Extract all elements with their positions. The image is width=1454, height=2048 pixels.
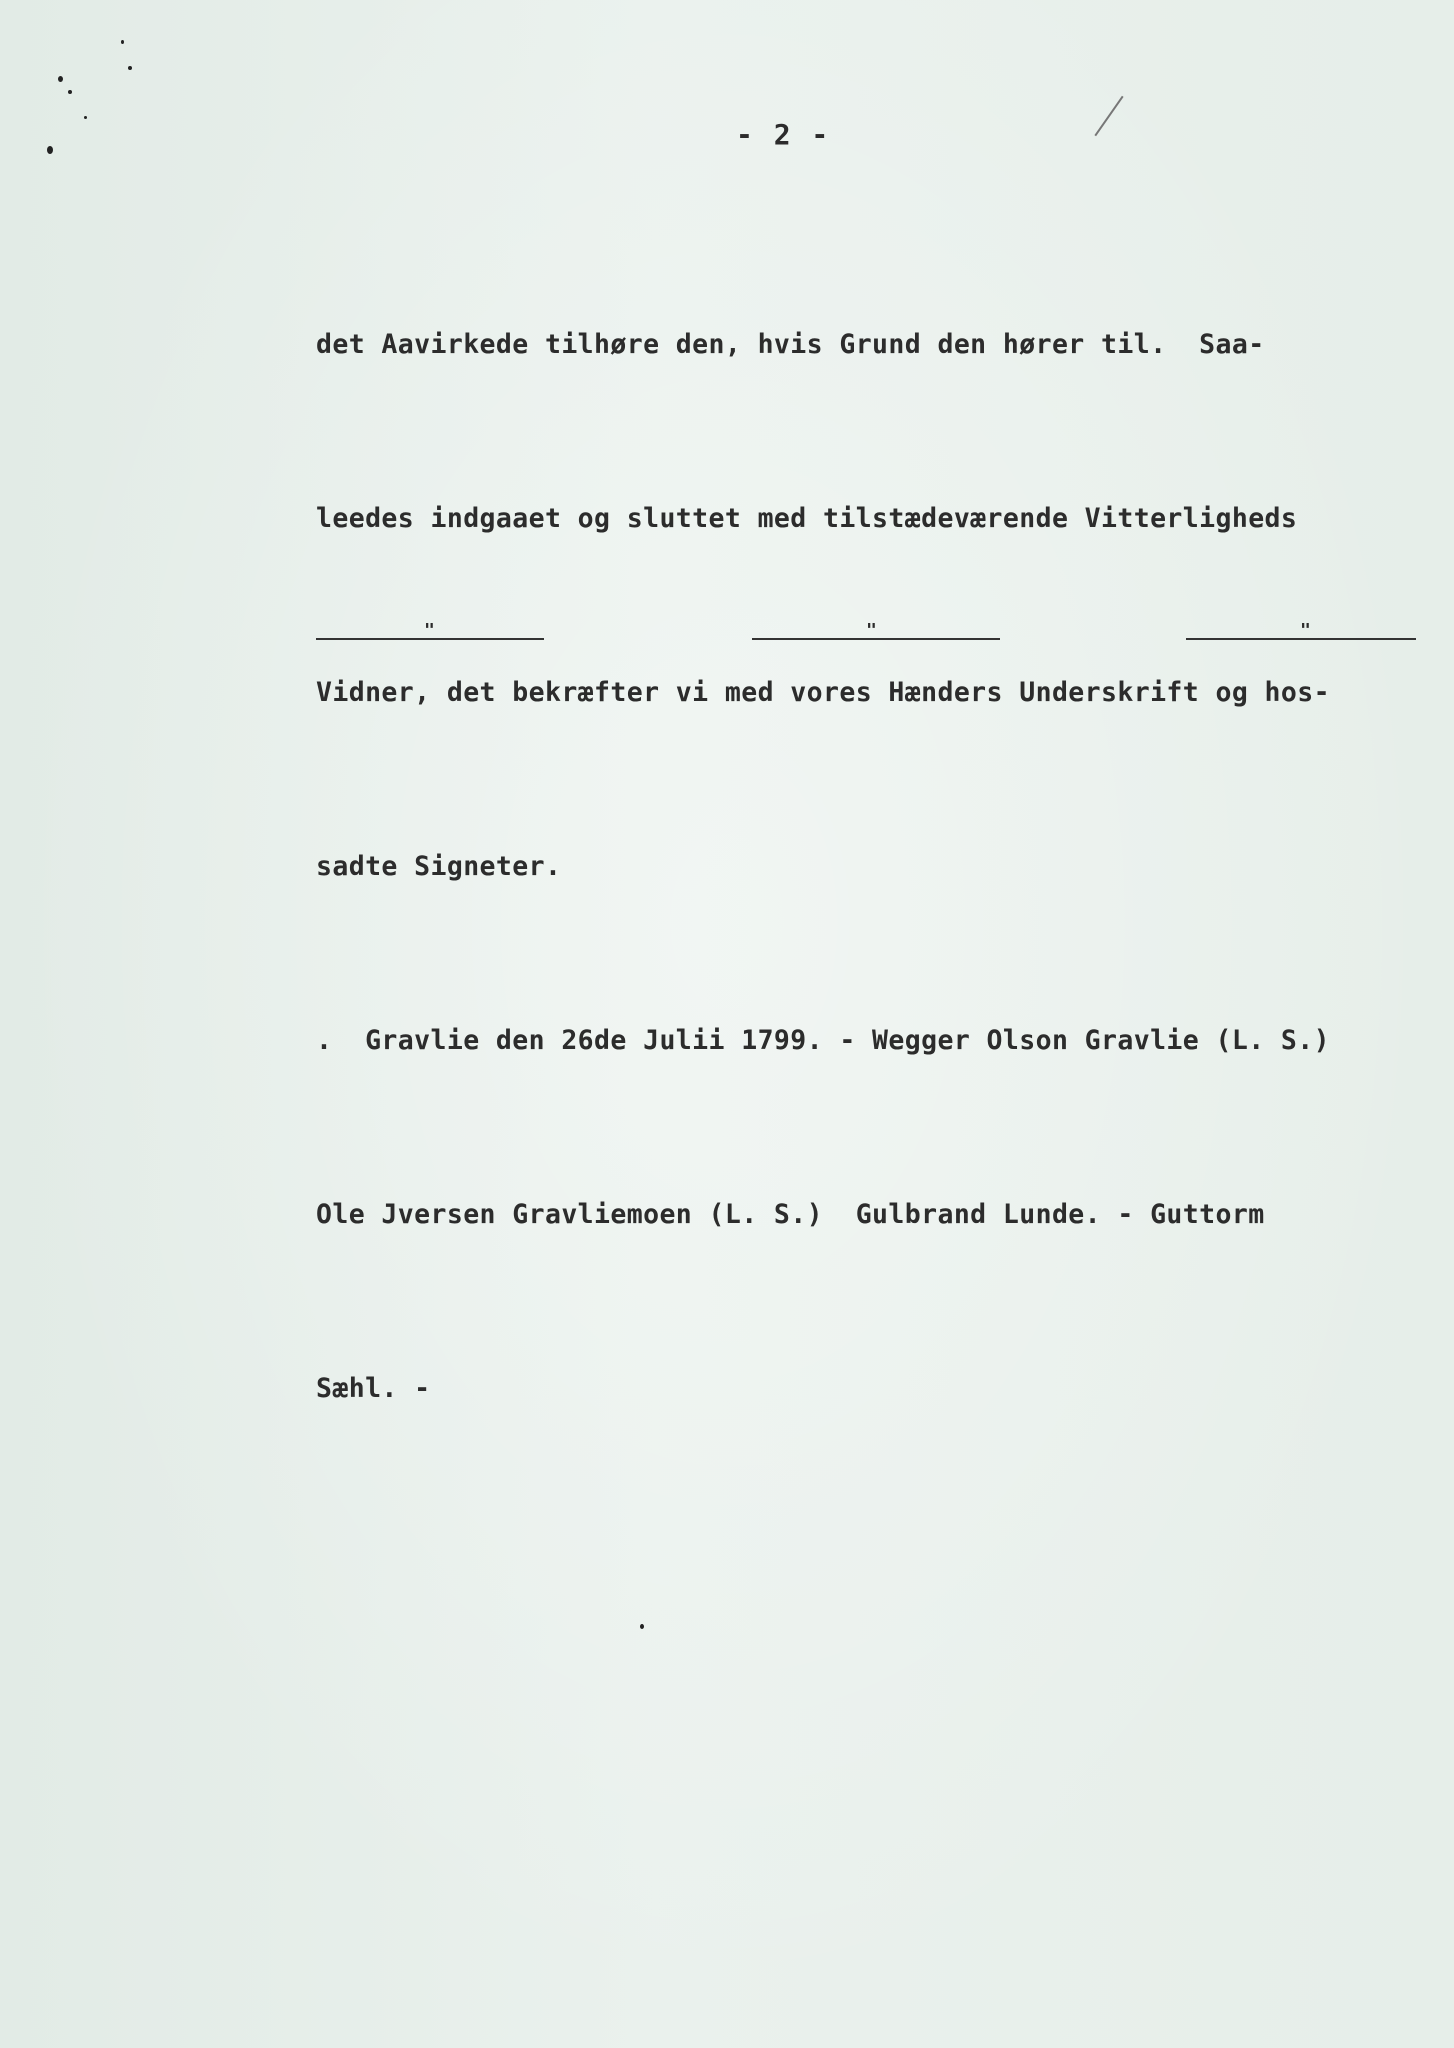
separator-rule-center: [752, 620, 1000, 641]
text-line: leedes indgaaet og sluttet med tilstædeværende Vitterligheds: [316, 503, 1298, 534]
ink-speck: [640, 1624, 644, 1629]
ink-speck: [68, 90, 72, 94]
ink-speck: [84, 116, 87, 119]
page-number: - 2 -: [736, 118, 831, 151]
separator-rule-right: [1186, 620, 1416, 641]
text-line: Sæhl. -: [316, 1373, 431, 1404]
ink-speck: [121, 40, 124, 44]
separator-rule-left: [316, 620, 544, 641]
text-line: Ole Jversen Gravliemoen (L. S.) Gulbrand Lunde. - Guttorm: [316, 1199, 1265, 1230]
text-line: sadte Signeter.: [316, 851, 562, 882]
ink-speck: [58, 76, 63, 82]
ditto-mark: ": [424, 620, 435, 641]
transcription-text: [316, 200, 1446, 1534]
ink-speck: [128, 66, 132, 70]
text-line: det Aavirkede tilhøre den, hvis Grund den hører til. Saa-: [316, 329, 1265, 360]
text-line: Vidner, det bekræfter vi med vores Hænders Underskrift og hos-: [316, 677, 1330, 708]
pen-stroke-mark: [1094, 96, 1123, 136]
ditto-mark: ": [866, 620, 877, 641]
text-line: . Gravlie den 26de Julii 1799. - Wegger Olson Gravlie (L. S.): [316, 1025, 1330, 1056]
ditto-mark: ": [1300, 620, 1311, 641]
ink-speck: [47, 146, 53, 154]
